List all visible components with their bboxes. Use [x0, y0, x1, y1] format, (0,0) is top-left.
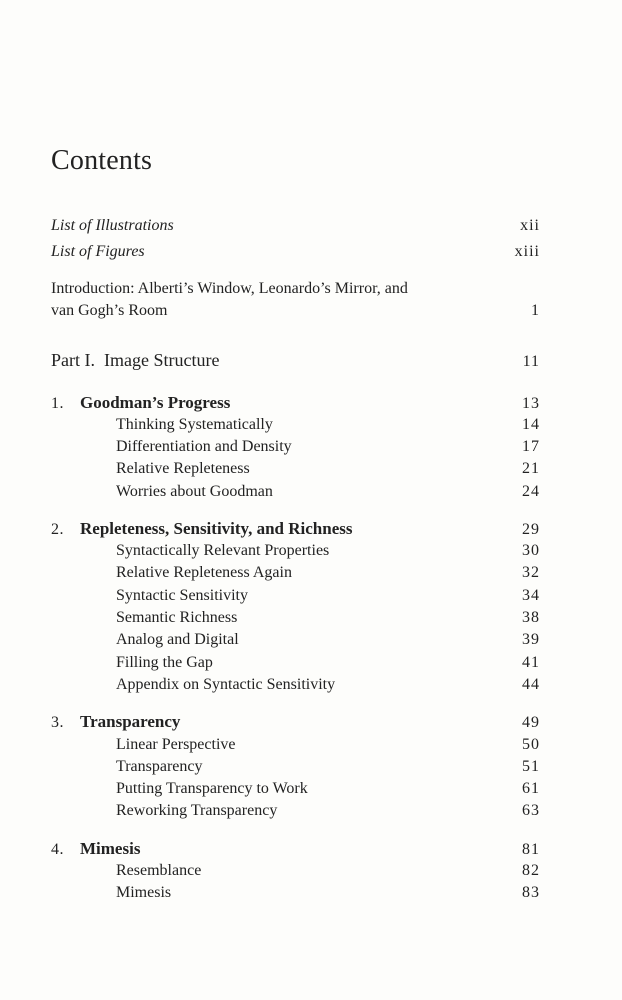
toc-section[interactable]: [51, 778, 540, 800]
toc-page-number: 41: [522, 654, 540, 671]
section-title: Differentiation and Density: [116, 438, 292, 455]
contents-page: [51, 0, 540, 1000]
toc-section[interactable]: [51, 481, 540, 503]
toc-entry-list-of-illustrations[interactable]: [51, 215, 540, 237]
toc-page-number: 21: [522, 460, 540, 477]
section-title: Linear Perspective: [116, 736, 236, 753]
toc-page-number: 39: [522, 631, 540, 648]
toc-section[interactable]: [51, 585, 540, 607]
chapter-title: Goodman’s Progress: [80, 393, 231, 412]
toc-entry-list-of-figures[interactable]: [51, 241, 540, 263]
toc-section[interactable]: [51, 756, 540, 778]
toc-section[interactable]: [51, 860, 540, 882]
toc-chapter-3[interactable]: [51, 711, 540, 733]
section-title: Resemblance: [116, 862, 202, 879]
toc-section[interactable]: [51, 674, 540, 696]
toc-page-number: 13: [522, 395, 540, 412]
section-title: Transparency: [116, 758, 203, 775]
toc-chapter-1[interactable]: [51, 392, 540, 414]
section-title: Reworking Transparency: [116, 802, 278, 819]
toc-page-number: 44: [522, 676, 540, 693]
toc-section[interactable]: [51, 436, 540, 458]
toc-page-number: 61: [522, 780, 540, 797]
toc-page-number: 34: [522, 587, 540, 604]
toc-entry-introduction[interactable]: [51, 300, 540, 322]
toc-chapter-4[interactable]: [51, 838, 540, 860]
section-title: Semantic Richness: [116, 609, 238, 626]
toc-chapter-2[interactable]: [51, 518, 540, 540]
section-title: Appendix on Syntactic Sensitivity: [116, 676, 336, 693]
toc-page-number: 38: [522, 609, 540, 626]
toc-entry-introduction-line1[interactable]: Introduction: Alberti’s Window, Leonardo’s Mirror, and: [51, 280, 408, 297]
page-title: Contents: [51, 144, 153, 176]
toc-page-number: 49: [522, 714, 540, 731]
toc-page-number: 11: [522, 353, 540, 370]
toc-page-number: 1: [531, 302, 540, 319]
section-title: Putting Transparency to Work: [116, 780, 308, 797]
toc-page-number: 24: [522, 483, 540, 500]
section-title: Worries about Goodman: [116, 483, 273, 500]
toc-page-number: 14: [522, 416, 540, 433]
toc-page-number: 82: [522, 862, 540, 879]
section-title: Syntactically Relevant Properties: [116, 542, 330, 559]
toc-section[interactable]: [51, 800, 540, 822]
toc-page-number: 81: [522, 841, 540, 858]
chapter-title: Mimesis: [80, 839, 141, 858]
toc-section[interactable]: [51, 629, 540, 651]
chapter-title: Repleteness, Sensitivity, and Richness: [80, 519, 353, 538]
toc-section[interactable]: [51, 882, 540, 904]
toc-page-number: 50: [522, 736, 540, 753]
chapter-number: 3.: [51, 714, 64, 731]
section-title: Mimesis: [116, 884, 172, 901]
toc-part-heading[interactable]: [51, 349, 540, 371]
toc-entry-label: van Gogh’s Room: [51, 302, 168, 319]
toc-entry-label: List of Illustrations: [51, 217, 174, 234]
chapter-number: 1.: [51, 395, 64, 412]
toc-section[interactable]: [51, 607, 540, 629]
toc-section[interactable]: [51, 652, 540, 674]
toc-page-number: 17: [522, 438, 540, 455]
chapter-number: 2.: [51, 521, 64, 538]
toc-page-number: 30: [522, 542, 540, 559]
toc-section[interactable]: [51, 734, 540, 756]
chapter-title: Transparency: [80, 712, 181, 731]
toc-page-number: xiii: [514, 243, 540, 260]
toc-section[interactable]: [51, 414, 540, 436]
toc-entry-label: List of Figures: [51, 243, 145, 260]
section-title: Relative Repleteness: [116, 460, 250, 477]
toc-section[interactable]: [51, 458, 540, 480]
toc-page-number: xii: [520, 217, 540, 234]
toc-section[interactable]: [51, 540, 540, 562]
toc-page-number: 29: [522, 521, 540, 538]
section-title: Syntactic Sensitivity: [116, 587, 248, 604]
section-title: Analog and Digital: [116, 631, 239, 648]
section-title: Thinking Systematically: [116, 416, 273, 433]
toc-page-number: 63: [522, 802, 540, 819]
toc-page-number: 83: [522, 884, 540, 901]
chapter-number: 4.: [51, 841, 64, 858]
toc-part-label: Part I. Image Structure: [51, 350, 220, 370]
toc-section[interactable]: [51, 562, 540, 584]
section-title: Relative Repleteness Again: [116, 564, 292, 581]
section-title: Filling the Gap: [116, 654, 213, 671]
toc-page-number: 51: [522, 758, 540, 775]
toc-page-number: 32: [522, 564, 540, 581]
